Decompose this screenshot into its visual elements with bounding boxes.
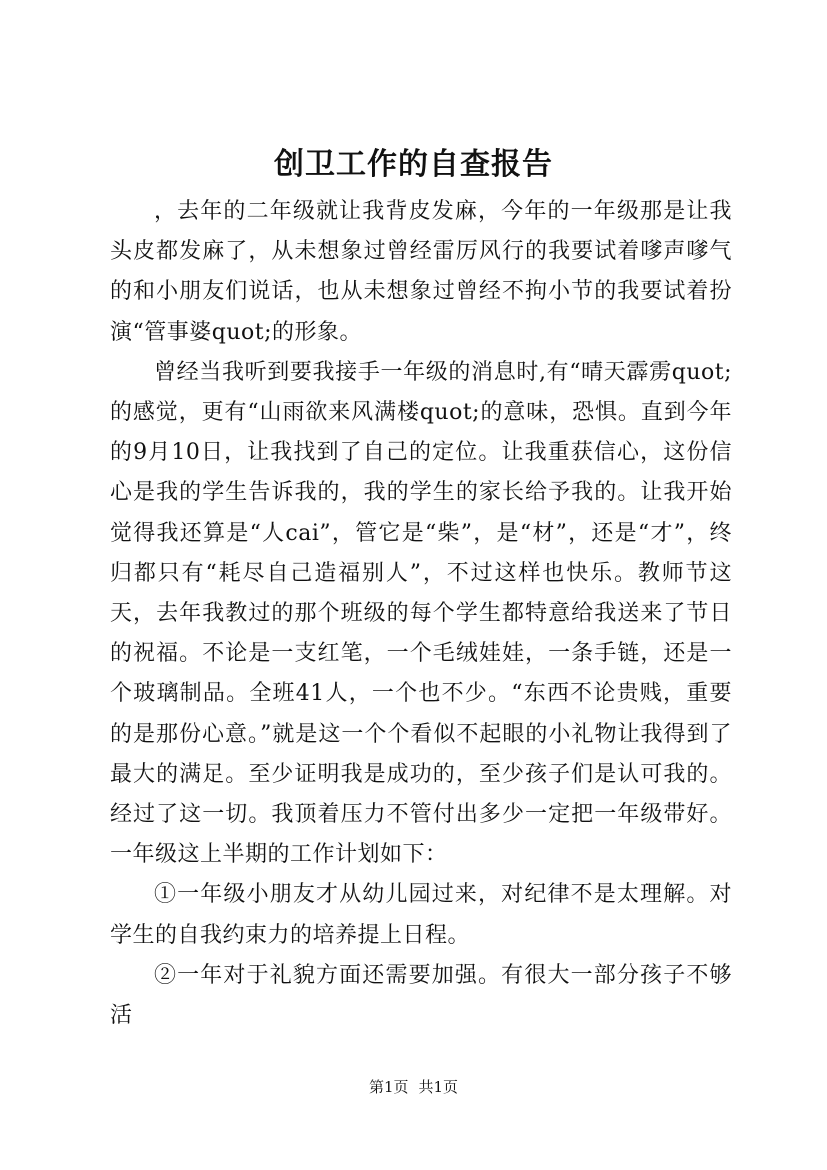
paragraph-3: ①一年级小朋友才从幼儿园过来，对纪律不是太理解。对学生的自我约束力的培养提上日程。 (110, 882, 732, 948)
paragraph-2: 曾经当我听到要我接手一年级的消息时,有“晴天霹雳quot;的感觉，更有“山雨欲来风满楼quot;的意味，恐惧。直到今年的9月10日，让我找到了自己的定位。让我重获信心，这份信心是我的学生告诉我的，我的学生的家长给予我的。让我开始觉得我还算是“人cai”，管它是“柴”，是“材”，还是“才”，终归都只有“耗尽自己造福别人”，不过这样也快乐。教师节这天，去年我教过的那个班级的每个学生都特意给我送来了节日的祝福。不论是一支红笔，一个毛绒娃娃，一条手链，还是一个玻璃制品。全班41人，一个也不少。“东西不论贵贱，重要的是那份心意。”就是这一个个看似不起眼的小礼物让我得到了最大的满足。至少证明我是成功的，至少孩子们是认可我的。经过了这一切。我顶着压力不管付出多少一定把一年级带好。一年级这上半期的工作计划如下： (110, 359, 732, 868)
paragraph-4: ②一年对于礼貌方面还需要加强。有很大一部分孩子不够活 (110, 962, 732, 1029)
page-number-total: 共1页 (418, 1078, 459, 1096)
paragraph-1: ，去年的二年级就让我背皮发麻，今年的一年级那是让我头皮都发麻了，从未想象过曾经雷厉风行的我要试着嗲声嗲气的和小朋友们说话，也从未想象过曾经不拘小节的我要试着扮演“管事婆quot;的形象。 (110, 199, 732, 345)
document-title: 创卫工作的自查报告 (274, 147, 553, 182)
page-number-current: 第1页 (368, 1078, 409, 1096)
page-footer (0, 1077, 827, 1097)
document-body (110, 192, 732, 1036)
